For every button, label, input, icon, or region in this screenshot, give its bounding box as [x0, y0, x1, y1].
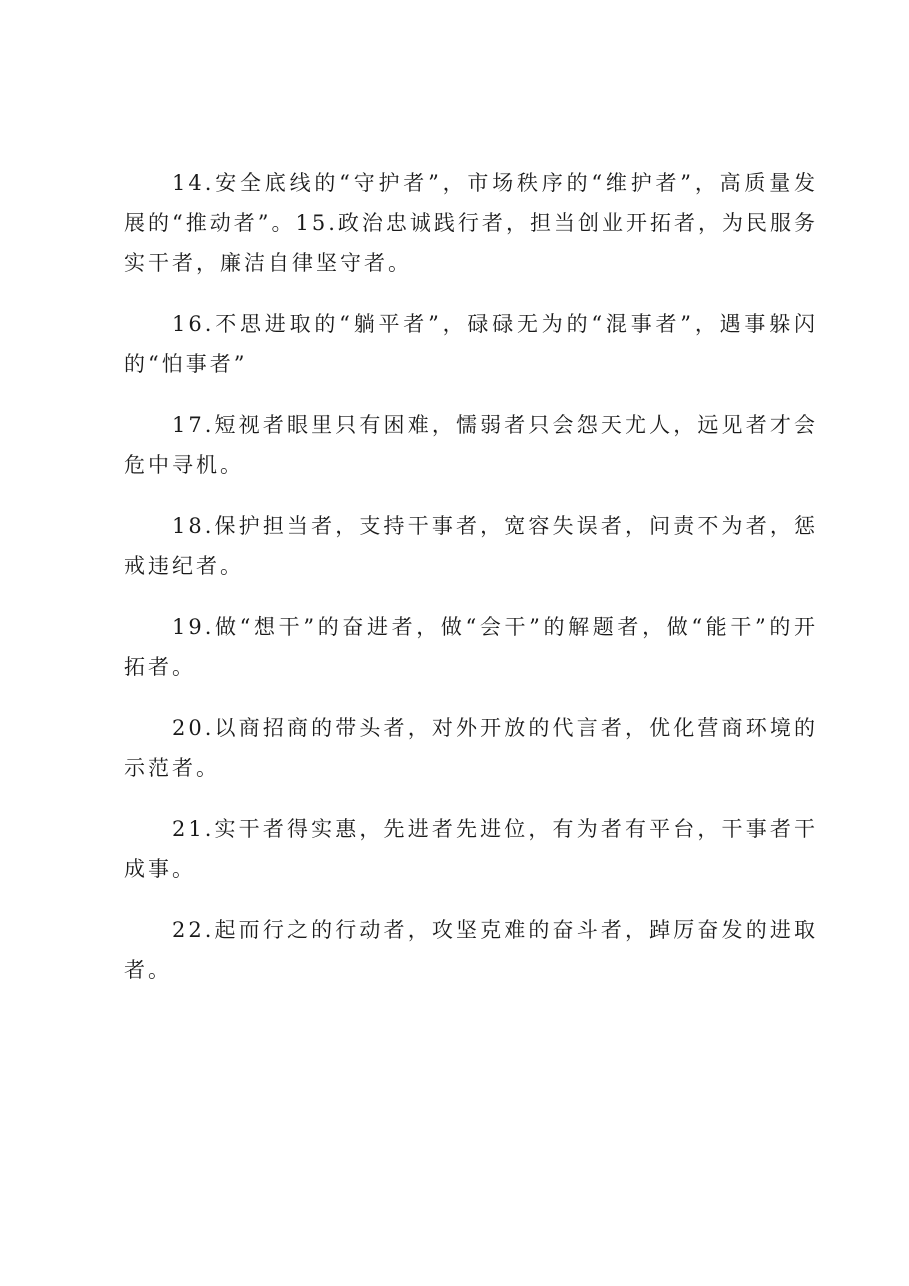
document-body — [124, 163, 818, 1011]
paragraph-18: 18.保护担当者，支持干事者，宽容失误者，问责不为者，惩戒违纪者。 — [124, 514, 818, 578]
paragraph-14-15: 14.安全底线的“守护者”，市场秩序的“维护者”，高质量发展的“推动者”。15.政治忠诚践行者，担当创业开拓者，为民服务实干者，廉洁自律坚守者。 — [124, 171, 818, 275]
paragraph-21: 21.实干者得实惠，先进者先进位，有为者有平台，干事者干成事。 — [124, 817, 818, 881]
paragraph-19: 19.做“想干”的奋进者，做“会干”的解题者，做“能干”的开拓者。 — [124, 615, 818, 679]
paragraph-22: 22.起而行之的行动者，攻坚克难的奋斗者，踔厉奋发的进取者。 — [124, 918, 818, 982]
paragraph-16: 16.不思进取的“躺平者”，碌碌无为的“混事者”，遇事躲闪的“怕事者” — [124, 312, 818, 376]
paragraph-17: 17.短视者眼里只有困难，懦弱者只会怨天尤人，远见者才会危中寻机。 — [124, 413, 818, 477]
paragraph-20: 20.以商招商的带头者，对外开放的代言者，优化营商环境的示范者。 — [124, 716, 818, 780]
